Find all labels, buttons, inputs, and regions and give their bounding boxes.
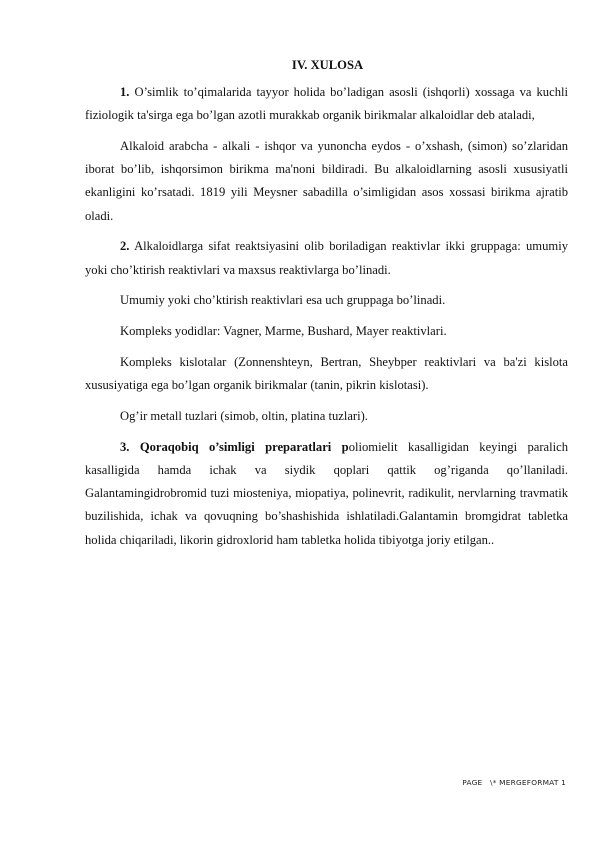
- paragraph-3: [85, 235, 568, 281]
- paragraph-text: Og’ir metall tuzlari (simob, oltin, platina tuzlari).: [120, 409, 368, 423]
- paragraph-6: [85, 351, 568, 397]
- paragraph-number: 1.: [120, 85, 130, 99]
- paragraph-text: Umumiy yoki cho’ktirish reaktivlari esa uch gruppaga bo’linadi.: [120, 293, 446, 308]
- paragraph-text: O’simlik to’qimalarida tayyor holida bo’ladigan asosli (ishqorli) xossaga va kuchli fiziologik ta'sirga ega bo’lgan azotli murakkab organik birikmalar alkaloidlar deb ataladi,: [85, 85, 568, 123]
- paragraph-8: [85, 436, 568, 552]
- paragraph-text: Kompleks kislotalar (Zonnenshteyn, Bertran, Sheybper reaktivlari va ba'zi kislota xususiyatiga ega bo’lgan organik birikmalar (tanin, pikrin kislotasi).: [85, 355, 568, 393]
- paragraph-5: [85, 320, 568, 343]
- page-footer: PAGE \* MERGEFORMAT 1: [462, 778, 566, 787]
- paragraph-number: 2.: [120, 239, 130, 254]
- paragraph-text: Alkaloidlarga sifat reaktsiyasini olib boriladigan reaktivlar ikki gruppaga: umumiy yoki cho’ktirish reaktivlari va maxsus reaktivlarga bo’linadi.: [85, 239, 568, 277]
- paragraph-text: oliomielit kasalligidan keyingi paralich kasalligida hamda ichak va siydik qoplari qattik og’riganda qo’llaniladi. Galantamingidrobromid tuzi miosteniya, miopatiya, polinevrit, radikulit, nervlarning travmatik buzilishida, ichak va qovuqning bo’shashishida ishlatiladi.Galantamin bromgidrat tabletka holida chiqariladi, likorin gidroxlorid ham tabletka holida tibiyotga joriy etilgan..: [85, 439, 569, 547]
- paragraph-number: 3. Qoraqobiq o’simligi preparatlari p: [120, 439, 349, 454]
- paragraph-7: [85, 405, 568, 428]
- document-body: [85, 57, 568, 559]
- paragraph-2: [85, 135, 568, 228]
- section-title: IV. XULOSA: [291, 58, 364, 72]
- paragraph-text: Alkaloid arabcha - alkali - ishqor va yunoncha eydos - o’xshash, (simon) so’zlaridan iborat bo’lib, ishqorsimon birikma ma'noni bildiradi. Bu alkaloidlarning asosli xususiyatli ekanligini ko’rsatadi. 1819 yili Meysner sabadilla o’simligidan asos xossasi birikma ajratib oladi.: [85, 139, 568, 223]
- paragraph-4: [85, 289, 568, 312]
- paragraph-text: Kompleks yodidlar: Vagner, Marme, Bushard, Mayer reaktivlari.: [120, 324, 447, 339]
- paragraph-1: [85, 81, 568, 127]
